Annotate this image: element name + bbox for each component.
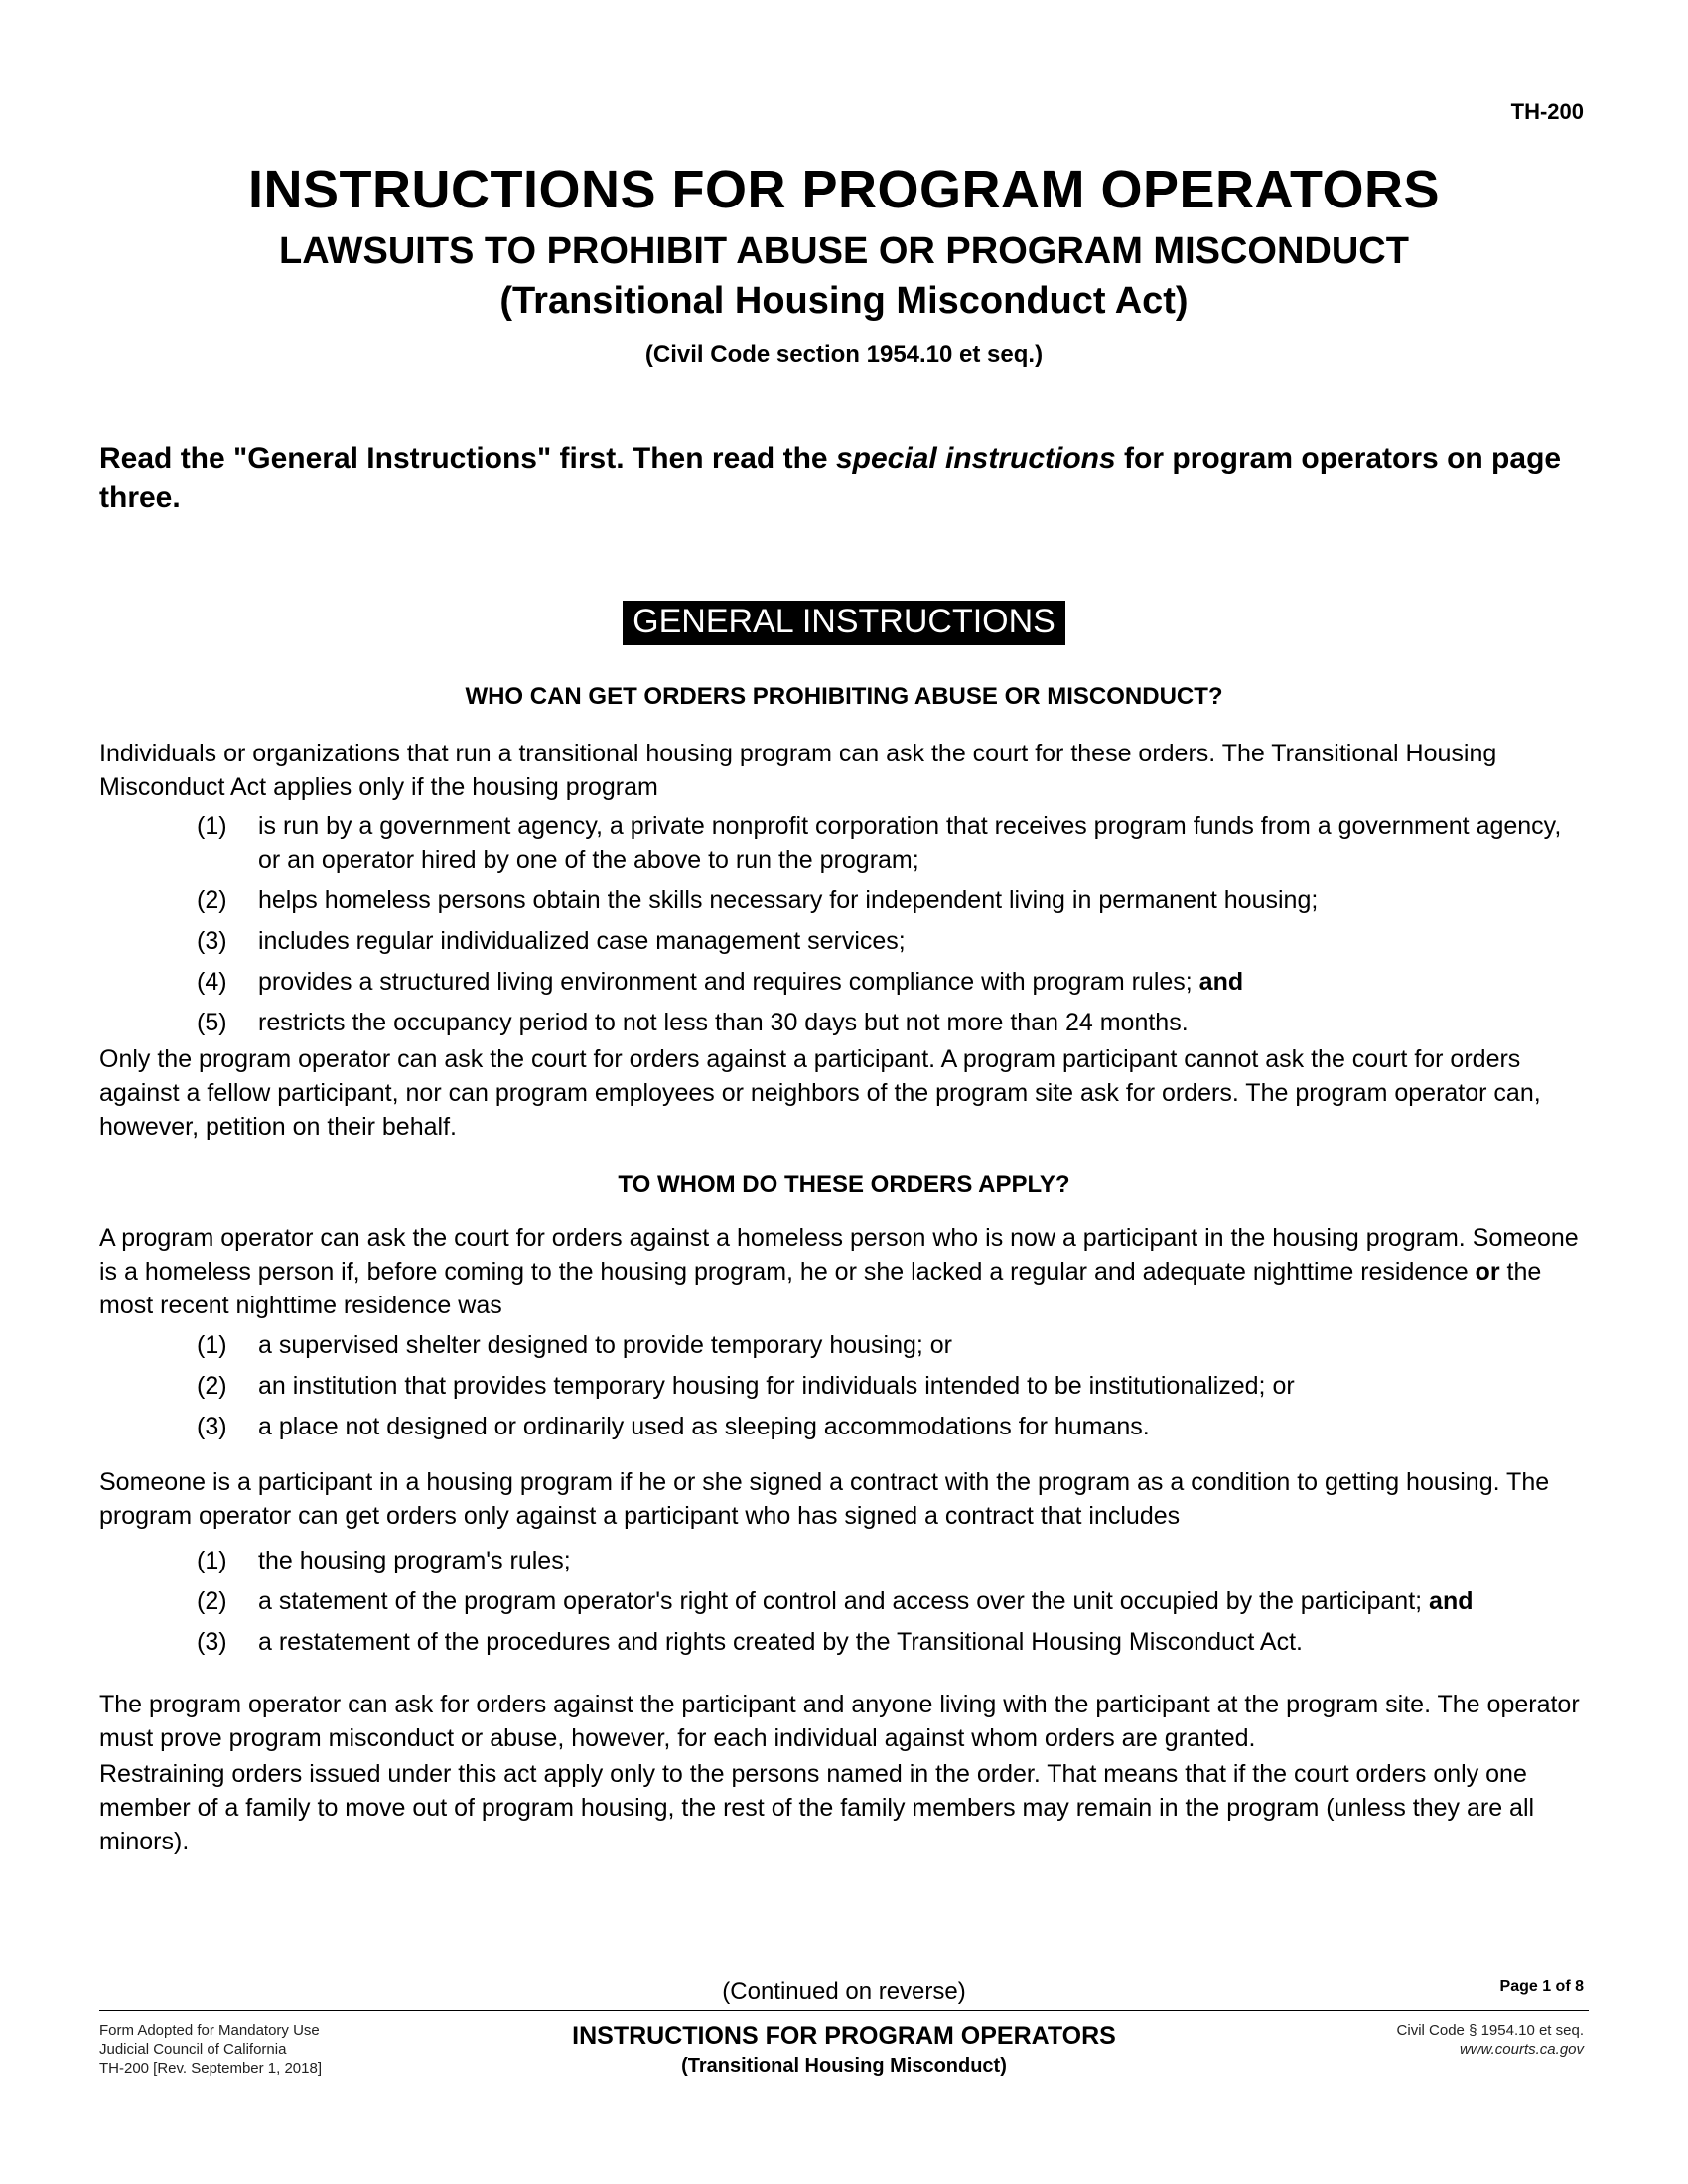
list-bold-suffix: and — [1198, 968, 1244, 996]
footer-left-line: Form Adopted for Mandatory Use — [99, 2022, 320, 2039]
continued-note: (Continued on reverse) — [722, 1979, 966, 2005]
general-instructions-banner — [0, 601, 1688, 645]
list-text: a restatement of the procedures and rights created by the Transitional Housing Misconduct Act. — [258, 1628, 1303, 1656]
list-item — [197, 965, 1587, 999]
list-number: (3) — [197, 1413, 227, 1440]
list-text: restricts the occupancy period to not less than 30 days but not more than 24 months. — [258, 1009, 1189, 1036]
program-requirements-list — [197, 809, 1587, 1046]
list-number: (5) — [197, 1009, 227, 1036]
list-item — [197, 1625, 1587, 1659]
list-text: the housing program's rules; — [258, 1547, 571, 1574]
list-number: (1) — [197, 812, 227, 840]
list-number: (3) — [197, 1628, 227, 1656]
section-heading-to-whom: TO WHOM DO THESE ORDERS APPLY? — [618, 1171, 1070, 1198]
list-item — [197, 884, 1587, 917]
intro-note — [99, 439, 1599, 518]
list-text: includes regular individualized case management services; — [258, 927, 906, 955]
paragraph: The program operator can ask for orders against the participant and anyone living with the participant at the program site. The operator must prove program misconduct or abuse, however, for each individual against whom orders are granted. — [99, 1691, 1580, 1752]
list-number: (3) — [197, 927, 227, 955]
paragraph: Restraining orders issued under this act apply only to the persons named in the order. That means that if the court orders only one member of a family to move out of program housing, the rest of the family members may remain in the program (unless they are all minors). — [99, 1760, 1535, 1855]
list-bold-suffix: and — [1429, 1587, 1474, 1615]
list-text: a statement of the program operator's right of control and access over the unit occupied by the participant; — [258, 1587, 1430, 1615]
paragraph-bold: or — [1475, 1258, 1500, 1286]
list-text: helps homeless persons obtain the skills necessary for independent living in permanent housing; — [258, 887, 1319, 914]
intro-text-part1: Read the "General Instructions" first. Then read the — [99, 442, 836, 475]
list-item — [197, 1584, 1587, 1618]
form-number: TH-200 — [1510, 99, 1584, 124]
list-number: (1) — [197, 1547, 227, 1574]
footer-divider — [99, 2010, 1589, 2011]
list-number: (4) — [197, 968, 227, 996]
list-text: a supervised shelter designed to provide temporary housing; or — [258, 1331, 953, 1359]
footer-left-line: TH-200 [Rev. September 1, 2018] — [99, 2060, 323, 2077]
list-item — [197, 1369, 1587, 1403]
list-item — [197, 924, 1587, 958]
paragraph-text: A program operator can ask the court for orders against a homeless person who is now a participant in the housing program. Someone is a homeless person if, before coming to the housing program, he or she lacked a regular and adequate nighttime residence — [99, 1224, 1579, 1286]
list-text: an institution that provides temporary housing for individuals intended to be institutionalized; or — [258, 1372, 1295, 1400]
footer-code-ref: Civil Code § 1954.10 et seq. — [1396, 2022, 1584, 2039]
list-text: a place not designed or ordinarily used as sleeping accommodations for humans. — [258, 1413, 1150, 1440]
section-heading-who-can-get: WHO CAN GET ORDERS PROHIBITING ABUSE OR MISCONDUCT? — [465, 683, 1223, 710]
page-subtitle: LAWSUITS TO PROHIBIT ABUSE OR PROGRAM MISCONDUCT — [279, 230, 1409, 272]
list-text: is run by a government agency, a private nonprofit corporation that receives program funds from a government agency, or an operator hired by one of the above to run the program; — [258, 812, 1562, 874]
contract-requirements-list — [197, 1544, 1587, 1666]
banner-label: GENERAL INSTRUCTIONS — [623, 601, 1065, 645]
list-number: (1) — [197, 1331, 227, 1359]
footer-title: INSTRUCTIONS FOR PROGRAM OPERATORS — [572, 2022, 1116, 2050]
paragraph: Only the program operator can ask the court for orders against a participant. A program participant cannot ask the court for orders against a fellow participant, nor can program employees or neighbors of the program site ask for orders. The program operator can, however, petition on their behalf. — [99, 1045, 1541, 1141]
act-name: (Transitional Housing Misconduct Act) — [499, 280, 1189, 322]
page-title: INSTRUCTIONS FOR PROGRAM OPERATORS — [247, 160, 1441, 219]
list-item — [197, 1328, 1587, 1362]
footer-website-link[interactable]: www.courts.ca.gov — [1459, 2041, 1584, 2058]
intro-emphasis: special instructions — [835, 442, 1116, 475]
list-item — [197, 1544, 1587, 1577]
paragraph-text: the most recent nighttime residence was — [99, 1258, 1542, 1319]
paragraph: Someone is a participant in a housing program if he or she signed a contract with the program as a condition to getting housing. The program operator can get orders only against a participant who has signed a contract that includes — [99, 1468, 1550, 1530]
list-number: (2) — [197, 1587, 227, 1615]
list-item — [197, 809, 1587, 877]
list-item — [197, 1006, 1587, 1039]
footer-subtitle: (Transitional Housing Misconduct) — [681, 2055, 1007, 2077]
footer-left-line: Judicial Council of California — [99, 2041, 287, 2058]
list-number: (2) — [197, 1372, 227, 1400]
code-reference: (Civil Code section 1954.10 et seq.) — [644, 341, 1044, 368]
paragraph: Individuals or organizations that run a transitional housing program can ask the court for these orders. The Transitional Housing Misconduct Act applies only if the housing program — [99, 740, 1497, 801]
homeless-residence-list — [197, 1328, 1587, 1450]
paragraph — [99, 1221, 1599, 1322]
footer-references — [1397, 2021, 1584, 2059]
list-number: (2) — [197, 887, 227, 914]
list-item — [197, 1410, 1587, 1443]
intro-text-part2: for program operators on page three. — [99, 442, 1562, 514]
page-number: Page 1 of 8 — [1499, 1979, 1584, 1995]
list-text: provides a structured living environment and requires compliance with program rules; — [258, 968, 1199, 996]
